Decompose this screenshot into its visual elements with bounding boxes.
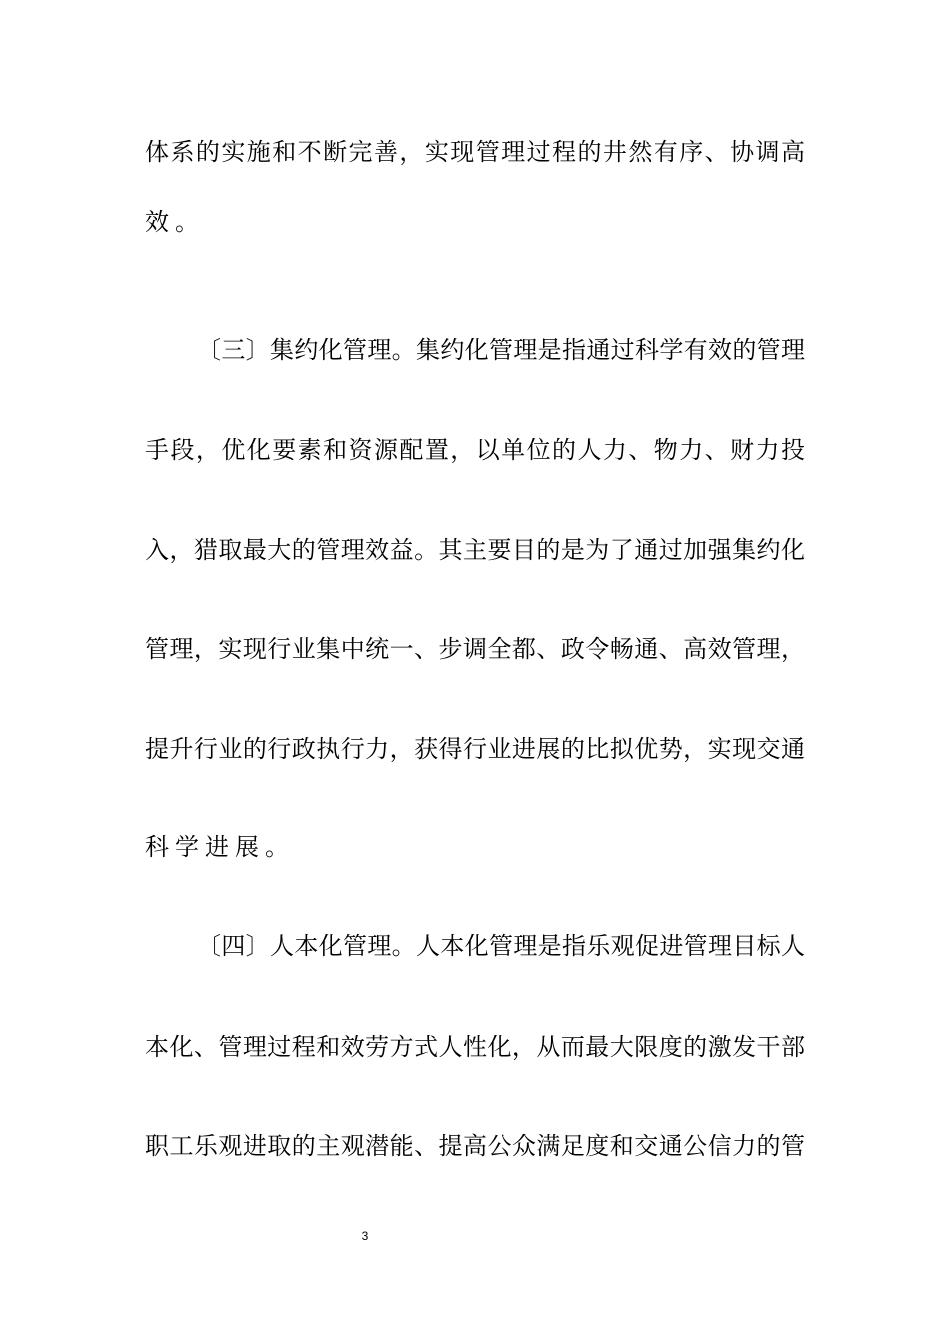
paragraph-heading-line: 〔三〕集约化管理。集约化管理是指通过科学有效的管理 <box>197 336 805 364</box>
text-line: 效。 <box>145 208 205 236</box>
text-line: 提升行业的行政执行力，获得行业进展的比拟优势，实现交通 <box>145 735 805 763</box>
paragraph-heading-line: 〔四〕人本化管理。人本化管理是指乐观促进管理目标人 <box>197 932 805 960</box>
text-line: 入，猎取最大的管理效益。其主要目的是为了通过加强集约化 <box>145 536 805 564</box>
page-number: 3 <box>361 1229 369 1243</box>
text-line: 职工乐观进取的主观潜能、提高公众满足度和交通公信力的管 <box>145 1132 805 1160</box>
text-line: 本化、管理过程和效劳方式人性化，从而最大限度的激发干部 <box>145 1033 805 1061</box>
text-line: 手段，优化要素和资源配置，以单位的人力、物力、财力投 <box>145 436 805 464</box>
text-line: 管理，实现行业集中统一、步调全都、政令畅通、高效管理， <box>145 635 805 663</box>
text-line: 科学进展。 <box>145 833 295 861</box>
text-line: 体系的实施和不断完善，实现管理过程的井然有序、协调高 <box>145 138 805 166</box>
